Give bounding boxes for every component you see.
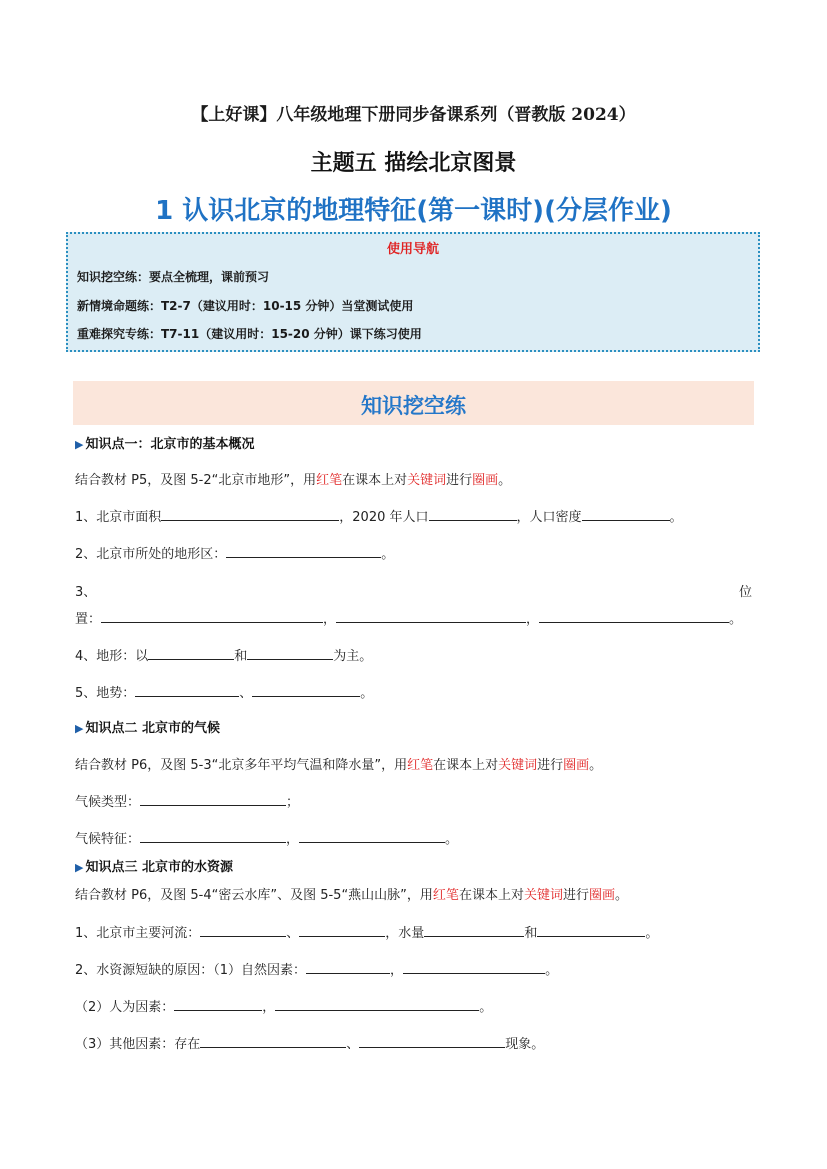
- blank-terrain-2[interactable]: [247, 645, 333, 660]
- kp3-q2-other: （3）其他因素：存在 、 现象。: [75, 1033, 544, 1052]
- kp1-heading: ▶ 知识点一：北京市的基本概况: [75, 437, 255, 452]
- kp1-intro: 结合教材 P5，及图 5-2“北京市地形”，用红笔在课本上对关键词进行圈画。: [75, 473, 512, 488]
- kp1-q1: 1、北京市面积 ，2020 年人口 ，人口密度 。: [75, 506, 683, 525]
- series-title: 【上好课】八年级地理下册同步备课系列（晋教版 2024）: [191, 105, 636, 125]
- blank-river-2[interactable]: [299, 922, 385, 937]
- blank-landform-region[interactable]: [226, 543, 381, 558]
- kp3-q2: 2、水资源短缺的原因：（1）自然因素： ， 。: [75, 959, 558, 978]
- blank-volume-2[interactable]: [537, 922, 645, 937]
- blank-location-1[interactable]: [101, 608, 323, 623]
- blank-human-factor-2[interactable]: [275, 996, 479, 1011]
- lesson-title: 1 认识北京的地理特征(第一课时)(分层作业): [155, 196, 672, 226]
- blank-location-2[interactable]: [336, 608, 526, 623]
- blank-volume-1[interactable]: [424, 922, 524, 937]
- kp1-q3-number: 3、: [75, 585, 97, 600]
- blank-climate-feature-1[interactable]: [140, 828, 286, 843]
- kp3-heading: ▶ 知识点三 北京市的水资源: [75, 860, 233, 875]
- kp2-heading: ▶ 知识点二 北京市的气候: [75, 721, 220, 736]
- blank-other-factor-2[interactable]: [359, 1033, 505, 1048]
- kp2-intro: 结合教材 P6，及图 5-3“北京多年平均气温和降水量”，用红笔在课本上对关键词进行圈画。: [75, 758, 603, 773]
- kp3-q2-human: （2）人为因素： ， 。: [75, 996, 492, 1015]
- kp1-q3-word: 位: [739, 585, 753, 600]
- usage-guide-box: [66, 232, 760, 352]
- kp2-climate-type: 气候类型： ；: [75, 791, 299, 810]
- section-title: 知识挖空练: [361, 394, 466, 418]
- triangle-bullet-icon: ▶: [75, 722, 84, 735]
- blank-river-1[interactable]: [200, 922, 286, 937]
- blank-other-factor-1[interactable]: [200, 1033, 346, 1048]
- blank-slope-2[interactable]: [252, 682, 360, 697]
- blank-location-3[interactable]: [539, 608, 729, 623]
- guide-title: 使用导航: [386, 242, 439, 257]
- theme-title: 主题五 描绘北京图景: [310, 151, 517, 176]
- kp1-q4: 4、地形：以 和 为主。: [75, 645, 372, 664]
- blank-density[interactable]: [582, 506, 670, 521]
- guide-line-3: 重难探究专练：T7-11（建议用时：15-20 分钟）课下练习使用: [77, 327, 422, 341]
- blank-terrain-1[interactable]: [148, 645, 234, 660]
- kp3-q1: 1、北京市主要河流： 、 ，水量 和 。: [75, 922, 658, 941]
- kp1-q2: 2、北京市所处的地形区： 。: [75, 543, 394, 562]
- blank-human-factor-1[interactable]: [174, 996, 262, 1011]
- blank-population[interactable]: [429, 506, 517, 521]
- blank-climate-feature-2[interactable]: [299, 828, 445, 843]
- guide-line-2: 新情境命题练：T2-7（建议用时：10-15 分钟）当堂测试使用: [77, 299, 414, 313]
- blank-climate-type[interactable]: [140, 791, 286, 806]
- kp2-climate-feature: 气候特征： ， 。: [75, 828, 458, 847]
- blank-natural-factor-2[interactable]: [403, 959, 545, 974]
- blank-area[interactable]: [161, 506, 339, 521]
- blank-natural-factor-1[interactable]: [306, 959, 390, 974]
- kp1-q3-location: 置： ， ， 。: [75, 608, 742, 627]
- blank-slope-1[interactable]: [135, 682, 239, 697]
- kp1-q5: 5、地势： 、 。: [75, 682, 373, 701]
- section-header: [73, 381, 754, 425]
- triangle-bullet-icon: ▶: [75, 438, 84, 451]
- triangle-bullet-icon: ▶: [75, 861, 84, 874]
- kp3-intro: 结合教材 P6，及图 5-4“密云水库”、及图 5-5“燕山山脉”，用红笔在课本上对关键词进行圈画。: [75, 888, 629, 903]
- guide-line-1: 知识挖空练：要点全梳理，课前预习: [77, 270, 270, 284]
